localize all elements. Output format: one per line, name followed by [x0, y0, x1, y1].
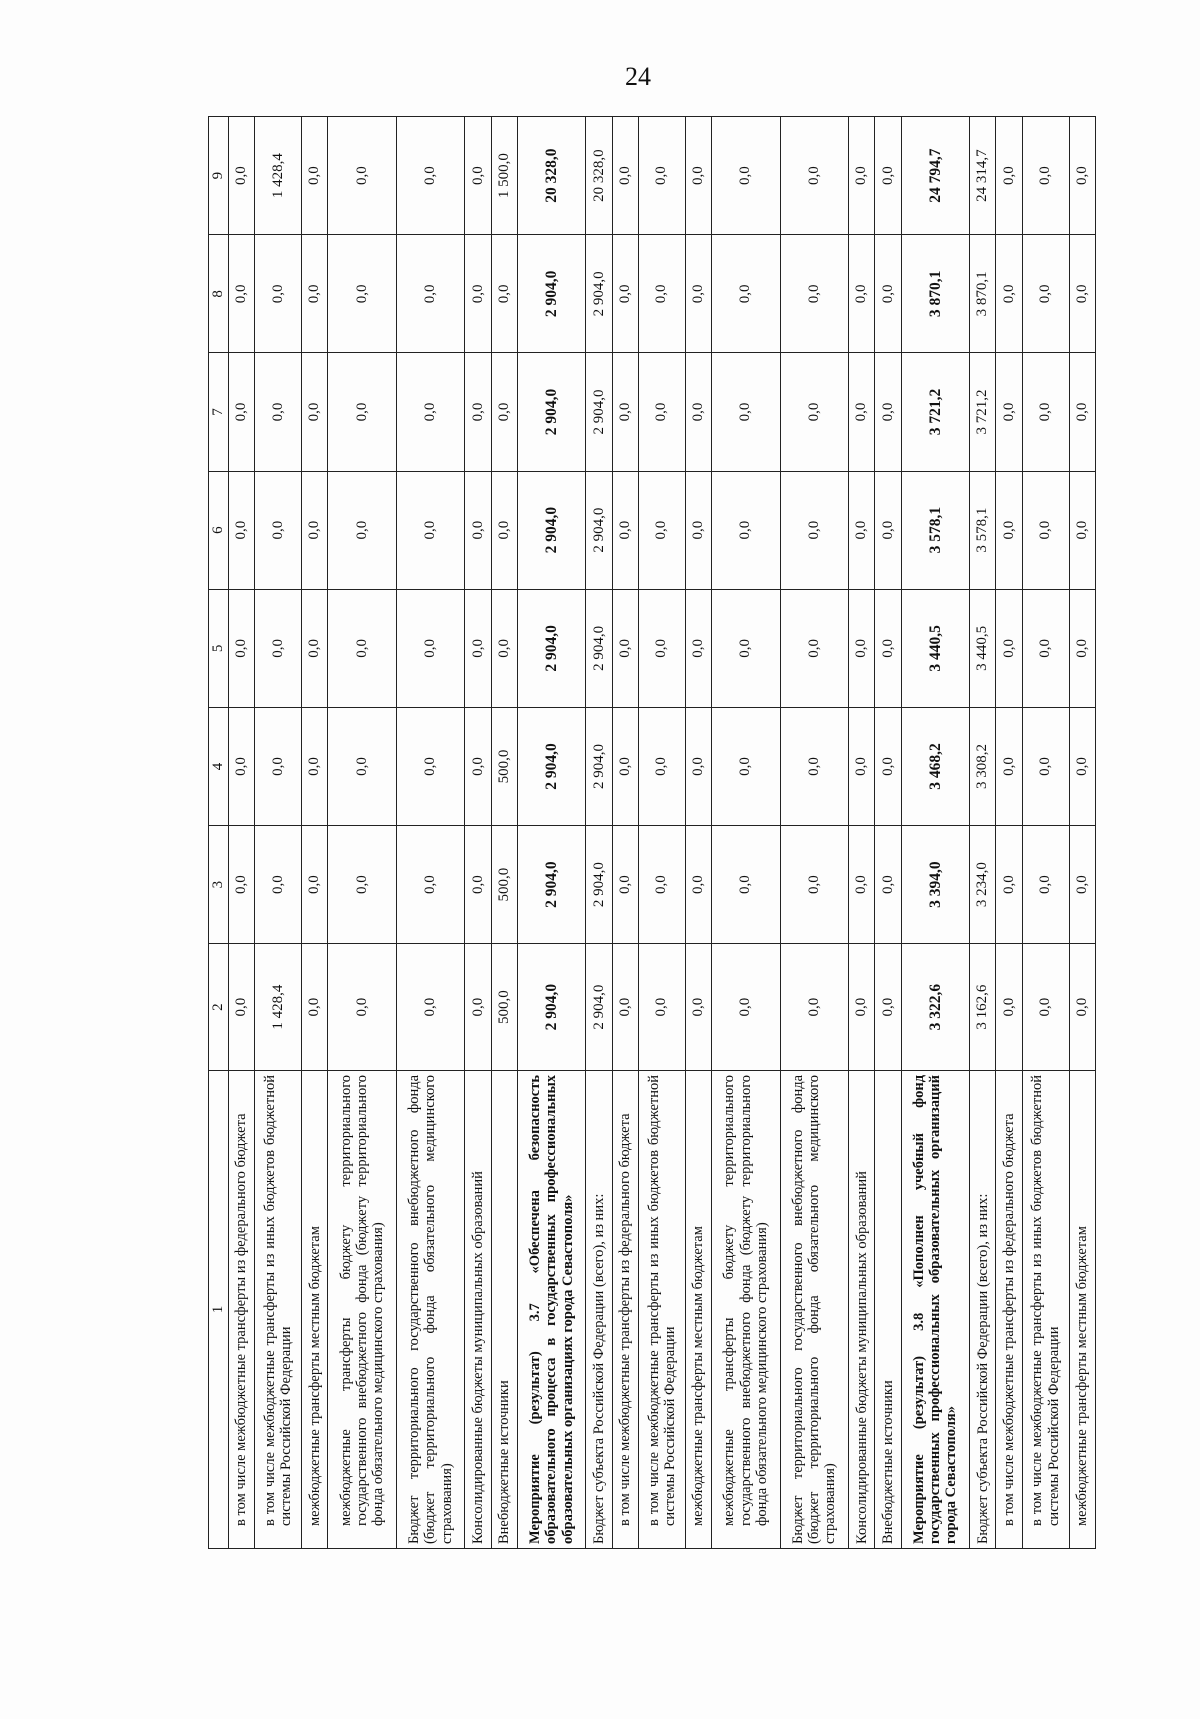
- row-label: Консолидированные бюджеты муниципальных образований: [465, 1070, 491, 1548]
- value-cell: 0,0: [1069, 235, 1095, 353]
- value-cell: 0,0: [255, 235, 302, 353]
- value-cell: 0,0: [780, 353, 849, 471]
- value-cell: 0,0: [996, 117, 1022, 235]
- value-cell: 1 428,4: [255, 117, 302, 235]
- value-cell: 0,0: [328, 707, 397, 825]
- value-cell: 0,0: [328, 117, 397, 235]
- value-cell: 0,0: [638, 589, 685, 707]
- value-cell: 24 794,7: [901, 117, 970, 235]
- table-row: [712, 117, 781, 1549]
- value-cell: 0,0: [612, 589, 638, 707]
- table-row: [970, 117, 996, 1549]
- rotated-table-container: [208, 116, 1096, 1549]
- value-cell: 0,0: [255, 353, 302, 471]
- value-cell: 0,0: [712, 944, 781, 1071]
- value-cell: 0,0: [328, 353, 397, 471]
- value-cell: 0,0: [780, 471, 849, 589]
- value-cell: 0,0: [875, 944, 901, 1071]
- value-cell: 0,0: [491, 353, 517, 471]
- value-cell: 0,0: [1069, 826, 1095, 944]
- value-cell: 0,0: [302, 353, 328, 471]
- value-cell: 0,0: [1022, 707, 1069, 825]
- value-cell: 0,0: [491, 235, 517, 353]
- table-row: [1022, 117, 1069, 1549]
- value-cell: 0,0: [612, 471, 638, 589]
- value-cell: 1 428,4: [255, 944, 302, 1071]
- value-cell: 0,0: [849, 589, 875, 707]
- value-cell: 0,0: [849, 826, 875, 944]
- table-row: [901, 117, 970, 1549]
- value-cell: 500,0: [491, 707, 517, 825]
- value-cell: 0,0: [491, 471, 517, 589]
- value-cell: 0,0: [302, 235, 328, 353]
- table-row: [586, 117, 612, 1549]
- value-cell: 0,0: [1069, 589, 1095, 707]
- value-cell: 0,0: [1022, 944, 1069, 1071]
- value-cell: 0,0: [228, 471, 254, 589]
- row-label: Бюджет территориального государственного внебюджетного фонда (бюджет территориального фонда обязательного медицинского страхования): [780, 1070, 849, 1548]
- value-cell: 0,0: [780, 826, 849, 944]
- value-cell: 0,0: [328, 589, 397, 707]
- value-cell: 0,0: [996, 471, 1022, 589]
- value-cell: 0,0: [302, 707, 328, 825]
- value-cell: 0,0: [612, 117, 638, 235]
- value-cell: 0,0: [302, 117, 328, 235]
- value-cell: 0,0: [328, 826, 397, 944]
- value-cell: 0,0: [612, 353, 638, 471]
- value-cell: 2 904,0: [517, 707, 586, 825]
- value-cell: 0,0: [328, 471, 397, 589]
- row-label: Бюджет субъекта Российской Федерации (всего), из них:: [970, 1070, 996, 1548]
- value-cell: 0,0: [780, 707, 849, 825]
- table-row: [996, 117, 1022, 1549]
- value-cell: 0,0: [638, 353, 685, 471]
- row-label: Внебюджетные источники: [875, 1070, 901, 1548]
- value-cell: 0,0: [396, 235, 465, 353]
- value-cell: 0,0: [1069, 707, 1095, 825]
- value-cell: 0,0: [612, 235, 638, 353]
- value-cell: 0,0: [302, 944, 328, 1071]
- value-cell: 20 328,0: [586, 117, 612, 235]
- value-cell: 0,0: [228, 353, 254, 471]
- value-cell: 0,0: [396, 589, 465, 707]
- value-cell: 0,0: [875, 353, 901, 471]
- value-cell: 0,0: [396, 826, 465, 944]
- row-label: в том числе межбюджетные трансферты из иных бюджетов бюджетной системы Российской Федерации: [255, 1070, 302, 1548]
- value-cell: 0,0: [255, 589, 302, 707]
- table-row: [255, 117, 302, 1549]
- row-label: Мероприятие (результат) 3.8 «Пополнен учебный фонд государственных профессиональных образовательных организаций города Севастополя»: [901, 1070, 970, 1548]
- budget-table: [208, 116, 1096, 1549]
- value-cell: 0,0: [302, 471, 328, 589]
- table-row: [685, 117, 711, 1549]
- value-cell: 0,0: [228, 707, 254, 825]
- row-label: в том числе межбюджетные трансферты из федерального бюджета: [228, 1070, 254, 1548]
- header-cell: 9: [209, 117, 229, 235]
- value-cell: 0,0: [328, 944, 397, 1071]
- table-row: [328, 117, 397, 1549]
- value-cell: 2 904,0: [586, 471, 612, 589]
- value-cell: 0,0: [465, 117, 491, 235]
- value-cell: 0,0: [849, 353, 875, 471]
- table-row: [228, 117, 254, 1549]
- value-cell: 0,0: [1069, 353, 1095, 471]
- value-cell: 0,0: [712, 471, 781, 589]
- value-cell: 0,0: [228, 235, 254, 353]
- value-cell: 0,0: [1022, 826, 1069, 944]
- value-cell: 2 904,0: [586, 826, 612, 944]
- value-cell: 0,0: [685, 707, 711, 825]
- value-cell: 0,0: [996, 826, 1022, 944]
- row-label: межбюджетные трансферты местным бюджетам: [302, 1070, 328, 1548]
- value-cell: 0,0: [849, 944, 875, 1071]
- value-cell: 0,0: [228, 944, 254, 1071]
- value-cell: 3 394,0: [901, 826, 970, 944]
- value-cell: 0,0: [780, 117, 849, 235]
- page-number: 24: [625, 62, 651, 91]
- row-label: в том числе межбюджетные трансферты из федерального бюджета: [996, 1070, 1022, 1548]
- value-cell: 0,0: [780, 235, 849, 353]
- table-row: [638, 117, 685, 1549]
- table-row: [612, 117, 638, 1549]
- value-cell: 0,0: [996, 589, 1022, 707]
- value-cell: 500,0: [491, 944, 517, 1071]
- table-row: [780, 117, 849, 1549]
- value-cell: 0,0: [612, 826, 638, 944]
- table-row: [491, 117, 517, 1549]
- header-cell: 2: [209, 944, 229, 1071]
- value-cell: 0,0: [612, 707, 638, 825]
- value-cell: 0,0: [1022, 353, 1069, 471]
- value-cell: 0,0: [328, 235, 397, 353]
- value-cell: 3 578,1: [970, 471, 996, 589]
- value-cell: 0,0: [465, 353, 491, 471]
- table-row: [302, 117, 328, 1549]
- value-cell: 0,0: [685, 826, 711, 944]
- value-cell: 0,0: [638, 944, 685, 1071]
- row-label: Мероприятие (результат) 3.7 «Обеспечена безопасность образовательного процесса в государственных профессиональных образовательных организациях города Севастополя»: [517, 1070, 586, 1548]
- value-cell: 1 500,0: [491, 117, 517, 235]
- value-cell: 0,0: [1022, 589, 1069, 707]
- value-cell: 0,0: [638, 117, 685, 235]
- value-cell: 2 904,0: [517, 353, 586, 471]
- value-cell: 0,0: [255, 826, 302, 944]
- value-cell: 0,0: [849, 707, 875, 825]
- value-cell: 2 904,0: [586, 944, 612, 1071]
- row-label: в том числе межбюджетные трансферты из федерального бюджета: [612, 1070, 638, 1548]
- value-cell: 0,0: [712, 117, 781, 235]
- row-label: межбюджетные трансферты местным бюджетам: [1069, 1070, 1095, 1548]
- table-body: [228, 117, 1095, 1549]
- value-cell: 0,0: [465, 826, 491, 944]
- value-cell: 0,0: [685, 353, 711, 471]
- value-cell: 0,0: [396, 944, 465, 1071]
- row-label: Бюджет субъекта Российской Федерации (всего), из них:: [586, 1070, 612, 1548]
- value-cell: 0,0: [996, 353, 1022, 471]
- value-cell: 0,0: [875, 235, 901, 353]
- value-cell: 0,0: [255, 471, 302, 589]
- value-cell: 24 314,7: [970, 117, 996, 235]
- value-cell: 2 904,0: [517, 944, 586, 1071]
- row-label: межбюджетные трансферты бюджету территориального государственного внебюджетного фонда (бюджету территориального фонда обязательного медицинского страхования): [712, 1070, 781, 1548]
- table-row: [849, 117, 875, 1549]
- value-cell: 0,0: [849, 235, 875, 353]
- value-cell: 0,0: [1069, 117, 1095, 235]
- value-cell: 0,0: [849, 117, 875, 235]
- value-cell: 0,0: [465, 589, 491, 707]
- value-cell: 0,0: [396, 117, 465, 235]
- value-cell: 0,0: [712, 707, 781, 825]
- header-cell: 6: [209, 471, 229, 589]
- value-cell: 0,0: [228, 826, 254, 944]
- value-cell: 0,0: [302, 826, 328, 944]
- value-cell: 0,0: [1022, 235, 1069, 353]
- value-cell: 500,0: [491, 826, 517, 944]
- value-cell: 0,0: [228, 117, 254, 235]
- row-label: Консолидированные бюджеты муниципальных образований: [849, 1070, 875, 1548]
- value-cell: 0,0: [712, 589, 781, 707]
- row-label: межбюджетные трансферты бюджету территориального государственного внебюджетного фонда (бюджету территориального фонда обязательного медицинского страхования): [328, 1070, 397, 1548]
- value-cell: 3 440,5: [901, 589, 970, 707]
- table-row: [517, 117, 586, 1549]
- value-cell: 3 870,1: [970, 235, 996, 353]
- value-cell: 20 328,0: [517, 117, 586, 235]
- value-cell: 0,0: [712, 826, 781, 944]
- value-cell: 3 721,2: [970, 353, 996, 471]
- value-cell: 0,0: [875, 707, 901, 825]
- value-cell: 0,0: [996, 944, 1022, 1071]
- value-cell: 0,0: [396, 353, 465, 471]
- value-cell: 3 870,1: [901, 235, 970, 353]
- value-cell: 0,0: [875, 117, 901, 235]
- value-cell: 0,0: [780, 944, 849, 1071]
- value-cell: 0,0: [1069, 471, 1095, 589]
- value-cell: 0,0: [780, 589, 849, 707]
- value-cell: 3 721,2: [901, 353, 970, 471]
- header-cell: 4: [209, 707, 229, 825]
- header-cell: 3: [209, 826, 229, 944]
- value-cell: 0,0: [1022, 471, 1069, 589]
- header-cell: 1: [209, 1070, 229, 1548]
- value-cell: 3 440,5: [970, 589, 996, 707]
- value-cell: 3 308,2: [970, 707, 996, 825]
- value-cell: 0,0: [849, 471, 875, 589]
- value-cell: 0,0: [685, 471, 711, 589]
- value-cell: 0,0: [1069, 944, 1095, 1071]
- value-cell: 0,0: [465, 707, 491, 825]
- value-cell: 0,0: [685, 235, 711, 353]
- header-cell: 8: [209, 235, 229, 353]
- row-label: в том числе межбюджетные трансферты из иных бюджетов бюджетной системы Российской Федерации: [638, 1070, 685, 1548]
- value-cell: 3 162,6: [970, 944, 996, 1071]
- value-cell: 0,0: [1022, 117, 1069, 235]
- value-cell: 2 904,0: [586, 707, 612, 825]
- table-header-row: [209, 117, 229, 1549]
- table-row: [396, 117, 465, 1549]
- value-cell: 0,0: [638, 707, 685, 825]
- value-cell: 0,0: [712, 235, 781, 353]
- value-cell: 0,0: [228, 589, 254, 707]
- value-cell: 0,0: [996, 235, 1022, 353]
- row-label: Бюджет территориального государственного внебюджетного фонда (бюджет территориального фонда обязательного медицинского страхования): [396, 1070, 465, 1548]
- value-cell: 0,0: [612, 944, 638, 1071]
- table-row: [1069, 117, 1095, 1549]
- row-label: межбюджетные трансферты местным бюджетам: [685, 1070, 711, 1548]
- value-cell: 0,0: [396, 707, 465, 825]
- value-cell: 0,0: [875, 589, 901, 707]
- value-cell: 0,0: [996, 707, 1022, 825]
- value-cell: 0,0: [638, 235, 685, 353]
- value-cell: 0,0: [465, 471, 491, 589]
- value-cell: 0,0: [712, 353, 781, 471]
- value-cell: 0,0: [875, 471, 901, 589]
- value-cell: 2 904,0: [586, 353, 612, 471]
- value-cell: 0,0: [491, 589, 517, 707]
- value-cell: 2 904,0: [517, 589, 586, 707]
- value-cell: 3 322,6: [901, 944, 970, 1071]
- value-cell: 3 578,1: [901, 471, 970, 589]
- table-row: [465, 117, 491, 1549]
- value-cell: 2 904,0: [517, 826, 586, 944]
- header-cell: 5: [209, 589, 229, 707]
- value-cell: 0,0: [302, 589, 328, 707]
- value-cell: 2 904,0: [517, 471, 586, 589]
- row-label: в том числе межбюджетные трансферты из иных бюджетов бюджетной системы Российской Федерации: [1022, 1070, 1069, 1548]
- value-cell: 2 904,0: [586, 235, 612, 353]
- value-cell: 3 468,2: [901, 707, 970, 825]
- value-cell: 2 904,0: [586, 589, 612, 707]
- table-row: [875, 117, 901, 1549]
- value-cell: 0,0: [255, 707, 302, 825]
- value-cell: 0,0: [465, 235, 491, 353]
- value-cell: 0,0: [685, 117, 711, 235]
- value-cell: 0,0: [685, 589, 711, 707]
- value-cell: 3 234,0: [970, 826, 996, 944]
- value-cell: 0,0: [396, 471, 465, 589]
- value-cell: 0,0: [465, 944, 491, 1071]
- header-cell: 7: [209, 353, 229, 471]
- value-cell: 0,0: [685, 944, 711, 1071]
- value-cell: 0,0: [875, 826, 901, 944]
- value-cell: 2 904,0: [517, 235, 586, 353]
- value-cell: 0,0: [638, 471, 685, 589]
- row-label: Внебюджетные источники: [491, 1070, 517, 1548]
- value-cell: 0,0: [638, 826, 685, 944]
